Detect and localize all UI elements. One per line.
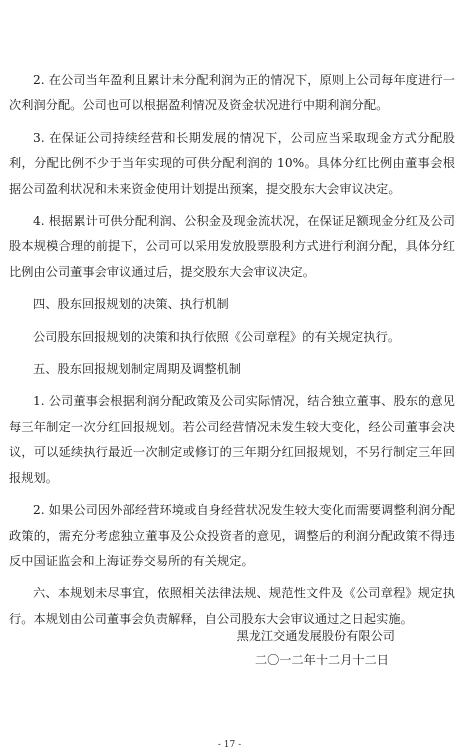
signature-company: 黑龙江交通发展股份有限公司 — [236, 629, 395, 643]
paragraph-cash-dividend-ratio: 3. 在保证公司持续经营和长期发展的情况下，公司应当采取现金方式分配股利，分配比例不少于当年实现的可供分配利润的 10%。具体分红比例由董事会根据公司盈利状况和未来资金使用计划提出预案，提交股东大会审议决定。 — [9, 130, 455, 196]
document-body — [9, 68, 455, 639]
paragraph-supplementary-provisions: 六、本规划未尽事宜，依照相关法律法规、规范性文件及《公司章程》规定执行。本规划由公司董事会负责解释，自公司股东大会审议通过之日起实施。 — [9, 586, 455, 626]
paragraph-decision-execution: 公司股东回报规划的决策和执行依照《公司章程》的有关规定执行。 — [33, 329, 401, 344]
paragraph-policy-adjustment: 2. 如果公司因外部经营环境或自身经营状况发生较大变化而需要调整利润分配政策的，需充分考虑独立董事及公众投资者的意见，调整后的利润分配政策不得违反中国证监会和上海证券交易所的有关规定。 — [9, 503, 455, 568]
section-heading-decision-mechanism: 四、股东回报规划的决策、执行机制 — [33, 297, 229, 312]
page-number: - 17 - — [217, 740, 242, 750]
paragraph-stock-dividend: 4. 根据累计可供分配利润、公积金及现金流状况，在保证足额现金分红及公司股本规模合理的前提下，公司可以采用发放股票股利方式进行利润分配，具体分红比例由公司董事会审议通过后，提交股东大会审议决定。 — [9, 214, 455, 279]
paragraph-three-year-plan: 1. 公司董事会根据利润分配政策及公司实际情况，结合独立董事、股东的意见每三年制定一次分红回报规划。若公司经营情况未发生较大变化，经公司董事会决议，可以延续执行最近一次制定或修订的三年期分红回报规划，不另行制定三年回报规划。 — [9, 394, 455, 485]
paragraph-profit-distribution-annual: 2. 在公司当年盈利且累计未分配利润为正的情况下，原则上公司每年度进行一次利润分配。公司也可以根据盈利情况及资金状况进行中期利润分配。 — [9, 73, 455, 113]
signature-date: 二〇一二年十二月十二日 — [254, 653, 389, 667]
section-heading-cycle-adjustment: 五、股东回报规划制定周期及调整机制 — [33, 362, 242, 377]
